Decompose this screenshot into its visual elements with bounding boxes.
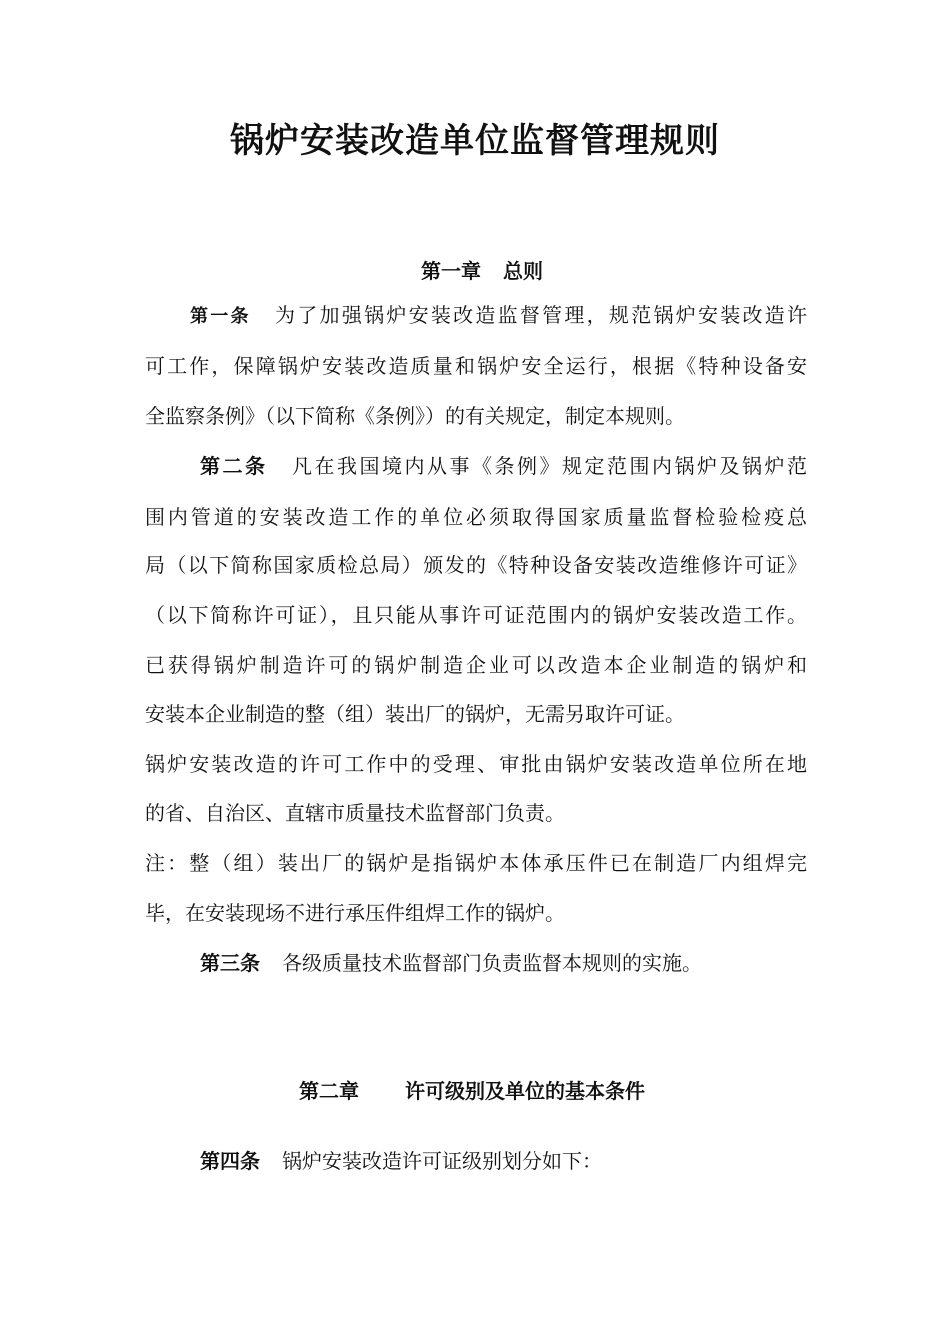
article-2-line: 局（以下简称国家质检总局）颁发的《特种设备安装改造维修许可证》 <box>145 553 807 577</box>
page-title: 锅炉安装改造单位监督管理规则 <box>230 121 720 161</box>
article-4-label: 第四条 <box>200 1149 260 1173</box>
article-3-label: 第三条 <box>200 951 260 975</box>
article-1-line: 全监察条例》（以下简称《条例》）的有关规定，制定本规则。 <box>145 404 685 428</box>
chapter-1-heading <box>0 226 950 286</box>
article-1-line: 可工作，保障锅炉安装改造质量和锅炉安全运行，根据《特种设备安 <box>145 354 807 378</box>
article-2-line <box>200 451 807 481</box>
chapter-1-label: 第一章 <box>420 259 481 283</box>
article-2-line: 已获得锅炉制造许可的锅炉制造企业可以改造本企业制造的锅炉和 <box>145 653 807 677</box>
article-1-line <box>190 300 807 332</box>
article-3-text: 各级质量技术监督部门负责监督本规则的实施。 <box>282 951 702 975</box>
article-2-line: 的省、自治区、直辖市质量技术监督部门负责。 <box>145 801 565 825</box>
article-2-line: （以下简称许可证），且只能从事许可证范围内的锅炉安装改造工作。 <box>145 603 807 627</box>
article-4-line <box>200 1146 807 1176</box>
chapter-2-label: 第二章 <box>298 1079 359 1103</box>
article-1-label: 第一条 <box>190 306 251 327</box>
article-2-line: 锅炉安装改造的许可工作中的受理、审批由锅炉安装改造单位所在地 <box>145 752 807 776</box>
article-2-text: 凡在我国境内从事《条例》规定范围内锅炉及锅炉范 <box>289 454 807 478</box>
chapter-2-name: 许可级别及单位的基本条件 <box>404 1079 645 1103</box>
article-2-note-line: 毕，在安装现场不进行承压件组焊工作的锅炉。 <box>145 901 565 925</box>
chapter-2-heading <box>0 1046 940 1106</box>
chapter-1-name: 总则 <box>502 259 543 283</box>
article-2-note-line: 注：整（组）装出厂的锅炉是指锅炉本体承压件已在制造厂内组焊完 <box>145 851 807 875</box>
article-2-line: 安装本企业制造的整（组）装出厂的锅炉，无需另取许可证。 <box>145 702 685 726</box>
article-2-label: 第二条 <box>200 454 268 478</box>
article-3-line <box>200 948 807 978</box>
article-2-line: 围内管道的安装改造工作的单位必须取得国家质量监督检验检疫总 <box>145 505 807 529</box>
article-4-text: 锅炉安装改造许可证级别划分如下： <box>282 1149 602 1173</box>
article-1-text: 为了加强锅炉安装改造监督管理，规范锅炉安装改造许 <box>272 303 808 327</box>
